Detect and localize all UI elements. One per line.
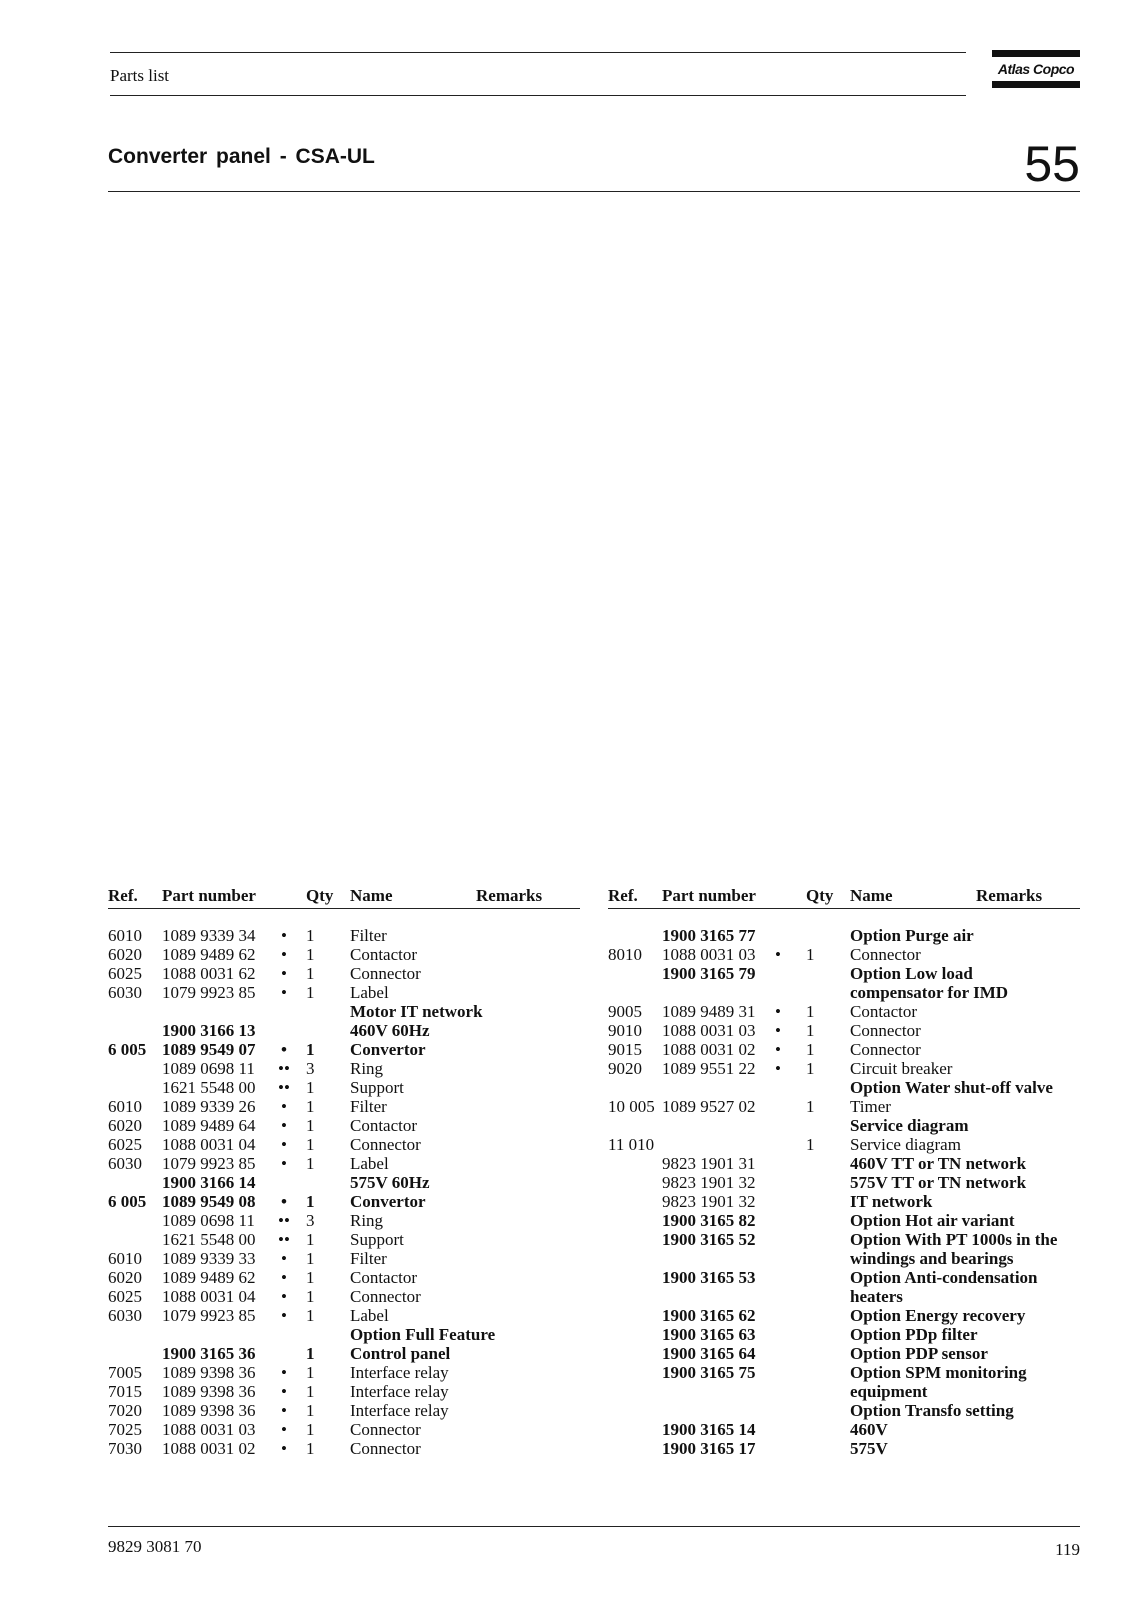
table-header-right — [608, 886, 1080, 909]
table-row — [108, 1154, 580, 1173]
header-part-number: Part number — [662, 886, 756, 905]
row-name: IT network — [850, 1192, 933, 1211]
document-number: 9829 3081 70 — [108, 1537, 202, 1556]
row-bullet: •• — [278, 1230, 290, 1249]
table-row — [108, 1230, 580, 1249]
table-row — [608, 1230, 1080, 1249]
row-bullet: • — [775, 1021, 781, 1040]
table-row — [108, 1306, 580, 1325]
row-name: Option PDp filter — [850, 1325, 978, 1344]
row-ref: 6030 — [108, 1154, 142, 1173]
header-qty: Qty — [806, 886, 834, 905]
row-part-number: 1088 0031 03 — [662, 945, 756, 964]
row-ref: 7025 — [108, 1420, 142, 1439]
table-row — [108, 1249, 580, 1268]
table-row — [108, 1173, 580, 1192]
row-name: 460V TT or TN network — [850, 1154, 1027, 1173]
row-bullet: • — [281, 983, 287, 1002]
header-name: Name — [850, 886, 893, 905]
row-bullet: • — [775, 1040, 781, 1059]
table-header-left — [108, 886, 580, 909]
row-qty: 1 — [306, 1192, 315, 1211]
row-bullet: • — [775, 945, 781, 964]
header-remarks: Remarks — [976, 886, 1043, 905]
header-remarks: Remarks — [476, 886, 543, 905]
row-name: Contactor — [350, 945, 418, 964]
row-name: Ring — [350, 1059, 384, 1078]
row-part-number: 1089 9339 33 — [162, 1249, 256, 1268]
row-bullet: • — [281, 1439, 287, 1458]
row-bullet: • — [281, 1268, 287, 1287]
row-name: Filter — [350, 1097, 387, 1116]
header-bottom-rule — [110, 95, 966, 96]
row-qty: 1 — [806, 1021, 815, 1040]
table-row — [608, 1211, 1080, 1230]
row-part-number: 1088 0031 04 — [162, 1135, 256, 1154]
row-bullet: • — [281, 1192, 287, 1211]
row-name: Convertor — [350, 1040, 426, 1059]
row-qty: 1 — [306, 1287, 315, 1306]
table-row — [608, 1059, 1080, 1078]
table-row — [608, 1344, 1080, 1363]
row-bullet: • — [281, 1116, 287, 1135]
row-ref: 6 005 — [108, 1192, 147, 1211]
table-row — [108, 1116, 580, 1135]
table-rows-left — [108, 926, 580, 1458]
row-qty: 1 — [806, 945, 815, 964]
row-name: Option With PT 1000s in the — [850, 1230, 1058, 1249]
row-name: Contactor — [350, 1268, 418, 1287]
row-qty: 1 — [306, 1040, 315, 1059]
row-bullet: •• — [278, 1059, 290, 1078]
row-part-number: 1900 3165 53 — [662, 1268, 756, 1287]
row-name: 460V — [850, 1420, 888, 1439]
row-qty: 1 — [306, 1154, 315, 1173]
row-name: Service diagram — [850, 1116, 969, 1135]
row-qty: 3 — [306, 1059, 315, 1078]
row-name: windings and bearings — [850, 1249, 1014, 1268]
row-part-number: 1089 9398 36 — [162, 1363, 256, 1382]
row-qty: 1 — [306, 1249, 315, 1268]
row-bullet: •• — [278, 1078, 290, 1097]
row-ref: 6 005 — [108, 1040, 147, 1059]
row-ref: 6010 — [108, 1097, 142, 1116]
row-name: Label — [350, 983, 389, 1002]
row-name: 575V TT or TN network — [850, 1173, 1027, 1192]
row-part-number: 1900 3165 64 — [662, 1344, 756, 1363]
table-row — [108, 926, 580, 945]
table-row — [108, 1097, 580, 1116]
row-name: Option PDP sensor — [850, 1344, 988, 1363]
row-ref: 7020 — [108, 1401, 142, 1420]
row-name: Convertor — [350, 1192, 426, 1211]
row-bullet: •• — [278, 1211, 290, 1230]
table-row — [608, 1097, 1080, 1116]
header-name: Name — [350, 886, 393, 905]
section-title: Converter panel - CSA-UL — [108, 145, 375, 168]
row-ref: 6010 — [108, 926, 142, 945]
row-part-number: 1088 0031 04 — [162, 1287, 256, 1306]
row-name: Interface relay — [350, 1382, 449, 1401]
row-name: Circuit breaker — [850, 1059, 953, 1078]
table-row — [108, 1439, 580, 1458]
row-name: Support — [350, 1230, 404, 1249]
table-row — [608, 1420, 1080, 1439]
logo-top-bar — [992, 50, 1080, 57]
row-ref: 10 005 — [608, 1097, 655, 1116]
row-name: Support — [350, 1078, 404, 1097]
row-part-number: 1900 3165 75 — [662, 1363, 756, 1382]
row-name: Interface relay — [350, 1363, 449, 1382]
table-row — [608, 1363, 1080, 1382]
row-bullet: • — [281, 926, 287, 945]
row-bullet: • — [281, 964, 287, 983]
row-part-number: 1089 9339 26 — [162, 1097, 256, 1116]
row-name: Connector — [350, 1135, 421, 1154]
row-name: Timer — [850, 1097, 891, 1116]
table-row — [108, 945, 580, 964]
header-ref: Ref. — [108, 886, 138, 905]
parts-table-left — [108, 886, 580, 1458]
row-name: Option Energy recovery — [850, 1306, 1026, 1325]
row-qty: 1 — [306, 1135, 315, 1154]
row-part-number: 1088 0031 02 — [162, 1439, 256, 1458]
table-row — [108, 1420, 580, 1439]
row-part-number: 1089 9398 36 — [162, 1382, 256, 1401]
row-part-number: 1089 9549 07 — [162, 1040, 256, 1059]
row-qty: 1 — [806, 1040, 815, 1059]
row-ref: 9015 — [608, 1040, 642, 1059]
table-row — [608, 1002, 1080, 1021]
table-row — [108, 1344, 580, 1363]
title-rule — [108, 191, 1080, 192]
row-name: Ring — [350, 1211, 384, 1230]
row-part-number: 1089 9527 02 — [662, 1097, 756, 1116]
row-ref: 6025 — [108, 1135, 142, 1154]
table-row — [608, 1439, 1080, 1458]
row-qty: 1 — [306, 964, 315, 983]
row-part-number: 9823 1901 32 — [662, 1192, 756, 1211]
row-name: Connector — [350, 1439, 421, 1458]
row-bullet: • — [281, 1135, 287, 1154]
row-ref: 6030 — [108, 983, 142, 1002]
row-bullet: • — [281, 945, 287, 964]
row-name: Option Low load — [850, 964, 973, 983]
row-name: Label — [350, 1306, 389, 1325]
row-part-number: 1089 9549 08 — [162, 1192, 256, 1211]
row-qty: 1 — [306, 1363, 315, 1382]
table-row — [608, 1192, 1080, 1211]
table-row — [108, 1002, 580, 1021]
row-qty: 1 — [306, 1230, 315, 1249]
row-qty: 1 — [806, 1135, 815, 1154]
row-name: Label — [350, 1154, 389, 1173]
row-name: Filter — [350, 1249, 387, 1268]
table-row — [608, 1021, 1080, 1040]
row-bullet: • — [775, 1059, 781, 1078]
row-name: Service diagram — [850, 1135, 961, 1154]
row-bullet: • — [281, 1040, 287, 1059]
row-name: Interface relay — [350, 1401, 449, 1420]
row-qty: 1 — [306, 1116, 315, 1135]
row-name: Contactor — [350, 1116, 418, 1135]
table-row — [608, 964, 1080, 983]
table-row — [608, 1306, 1080, 1325]
row-qty: 1 — [306, 1306, 315, 1325]
row-name: Filter — [350, 926, 387, 945]
row-part-number: 1900 3165 14 — [662, 1420, 756, 1439]
table-row — [608, 1382, 1080, 1401]
table-row — [108, 1135, 580, 1154]
table-row — [108, 1040, 580, 1059]
row-part-number: 1900 3165 77 — [662, 926, 756, 945]
row-name: compensator for IMD — [850, 983, 1009, 1002]
table-row — [108, 1363, 580, 1382]
row-ref: 8010 — [608, 945, 642, 964]
row-bullet: • — [281, 1249, 287, 1268]
row-qty: 1 — [306, 1078, 315, 1097]
table-row — [108, 1382, 580, 1401]
table-row — [108, 1287, 580, 1306]
section-number: 55 — [1024, 136, 1080, 192]
header-qty: Qty — [306, 886, 334, 905]
row-ref: 9005 — [608, 1002, 642, 1021]
row-part-number: 1079 9923 85 — [162, 1306, 256, 1325]
table-row — [608, 926, 1080, 945]
row-qty: 1 — [306, 1420, 315, 1439]
table-row — [108, 983, 580, 1002]
row-part-number: 1900 3165 62 — [662, 1306, 756, 1325]
row-bullet: • — [281, 1382, 287, 1401]
row-name: Motor IT network — [350, 1002, 483, 1021]
row-part-number: 1088 0031 03 — [662, 1021, 756, 1040]
row-bullet: • — [281, 1287, 287, 1306]
row-qty: 1 — [806, 1002, 815, 1021]
row-part-number: 1089 0698 11 — [162, 1211, 255, 1230]
row-name: Connector — [350, 1287, 421, 1306]
row-part-number: 1900 3165 63 — [662, 1325, 756, 1344]
row-name: Connector — [850, 945, 921, 964]
row-part-number: 1089 9339 34 — [162, 926, 256, 945]
row-qty: 1 — [306, 983, 315, 1002]
row-name: Connector — [350, 964, 421, 983]
row-part-number: 1900 3166 13 — [162, 1021, 256, 1040]
header-ref: Ref. — [608, 886, 638, 905]
row-part-number: 1900 3165 17 — [662, 1439, 756, 1458]
footer-rule — [108, 1526, 1080, 1527]
table-row — [608, 1268, 1080, 1287]
row-name: equipment — [850, 1382, 928, 1401]
row-ref: 6020 — [108, 945, 142, 964]
row-ref: 6025 — [108, 964, 142, 983]
row-name: Connector — [850, 1040, 921, 1059]
row-part-number: 1621 5548 00 — [162, 1078, 256, 1097]
row-qty: 1 — [806, 1059, 815, 1078]
table-row — [608, 1249, 1080, 1268]
row-ref: 6020 — [108, 1116, 142, 1135]
row-bullet: • — [281, 1420, 287, 1439]
parts-table-right — [608, 886, 1080, 1458]
row-name: Connector — [850, 1021, 921, 1040]
row-qty: 1 — [306, 1268, 315, 1287]
table-row — [608, 1040, 1080, 1059]
row-part-number: 1089 9489 64 — [162, 1116, 256, 1135]
row-name: Control panel — [350, 1344, 451, 1363]
table-row — [608, 1116, 1080, 1135]
table-row — [108, 1059, 580, 1078]
row-qty: 1 — [306, 1439, 315, 1458]
atlas-copco-logo — [992, 50, 1080, 88]
table-row — [108, 1401, 580, 1420]
row-qty: 1 — [306, 1401, 315, 1420]
row-name: Connector — [350, 1420, 421, 1439]
page-number: 119 — [1055, 1540, 1080, 1559]
logo-bottom-bar — [992, 81, 1080, 88]
row-bullet: • — [775, 1002, 781, 1021]
row-name: 575V — [850, 1439, 888, 1458]
row-part-number: 1900 3166 14 — [162, 1173, 256, 1192]
row-ref: 6020 — [108, 1268, 142, 1287]
row-bullet: • — [281, 1097, 287, 1116]
header-top-rule — [110, 52, 966, 53]
table-rows-right — [608, 926, 1080, 1458]
header-label: Parts list — [110, 66, 170, 85]
row-qty: 1 — [306, 1097, 315, 1116]
row-part-number: 1621 5548 00 — [162, 1230, 256, 1249]
row-part-number: 1089 9398 36 — [162, 1401, 256, 1420]
row-ref: 6025 — [108, 1287, 142, 1306]
row-name: 575V 60Hz — [350, 1173, 430, 1192]
row-part-number: 1089 9551 22 — [662, 1059, 756, 1078]
table-row — [108, 1211, 580, 1230]
row-name: Option SPM monitoring — [850, 1363, 1027, 1382]
row-part-number: 9823 1901 32 — [662, 1173, 756, 1192]
row-ref: 9020 — [608, 1059, 642, 1078]
row-part-number: 1900 3165 82 — [662, 1211, 756, 1230]
table-row — [608, 983, 1080, 1002]
logo-text: Atlas Copco — [997, 61, 1075, 77]
row-part-number: 1079 9923 85 — [162, 1154, 256, 1173]
row-part-number: 1079 9923 85 — [162, 983, 256, 1002]
table-row — [108, 1268, 580, 1287]
row-qty: 1 — [306, 945, 315, 964]
row-ref: 11 010 — [608, 1135, 655, 1154]
table-row — [608, 1401, 1080, 1420]
row-part-number: 1089 9489 62 — [162, 1268, 256, 1287]
table-row — [108, 1325, 580, 1344]
row-ref: 9010 — [608, 1021, 642, 1040]
row-name: Contactor — [850, 1002, 918, 1021]
row-qty: 1 — [806, 1097, 815, 1116]
header-part-number: Part number — [162, 886, 256, 905]
table-row — [608, 1287, 1080, 1306]
row-name: Option Full Feature — [350, 1325, 496, 1344]
row-name: Option Anti-condensation — [850, 1268, 1038, 1287]
row-part-number: 9823 1901 31 — [662, 1154, 756, 1173]
row-name: 460V 60Hz — [350, 1021, 430, 1040]
row-bullet: • — [281, 1401, 287, 1420]
row-part-number: 1088 0031 02 — [662, 1040, 756, 1059]
row-name: Option Hot air variant — [850, 1211, 1015, 1230]
row-part-number: 1089 0698 11 — [162, 1059, 255, 1078]
row-bullet: • — [281, 1306, 287, 1325]
table-row — [608, 1154, 1080, 1173]
table-row — [608, 1078, 1080, 1097]
row-name: Option Purge air — [850, 926, 974, 945]
row-part-number: 1088 0031 03 — [162, 1420, 256, 1439]
row-ref: 6010 — [108, 1249, 142, 1268]
table-row — [108, 1021, 580, 1040]
row-part-number: 1089 9489 62 — [162, 945, 256, 964]
row-qty: 1 — [306, 1382, 315, 1401]
row-part-number: 1089 9489 31 — [662, 1002, 756, 1021]
table-row — [608, 945, 1080, 964]
row-part-number: 1900 3165 79 — [662, 964, 756, 983]
row-ref: 7005 — [108, 1363, 142, 1382]
row-part-number: 1900 3165 36 — [162, 1344, 256, 1363]
row-name: Option Transfo setting — [850, 1401, 1014, 1420]
row-part-number: 1088 0031 62 — [162, 964, 256, 983]
table-row — [108, 964, 580, 983]
row-bullet: • — [281, 1363, 287, 1382]
row-qty: 3 — [306, 1211, 315, 1230]
table-row — [608, 1173, 1080, 1192]
table-row — [608, 1325, 1080, 1344]
row-ref: 7015 — [108, 1382, 142, 1401]
row-bullet: • — [281, 1154, 287, 1173]
table-row — [608, 1135, 1080, 1154]
row-qty: 1 — [306, 926, 315, 945]
table-row — [108, 1078, 580, 1097]
row-name: heaters — [850, 1287, 903, 1306]
row-ref: 6030 — [108, 1306, 142, 1325]
row-ref: 7030 — [108, 1439, 142, 1458]
row-name: Option Water shut-off valve — [850, 1078, 1053, 1097]
row-part-number: 1900 3165 52 — [662, 1230, 756, 1249]
row-qty: 1 — [306, 1344, 315, 1363]
table-row — [108, 1192, 580, 1211]
